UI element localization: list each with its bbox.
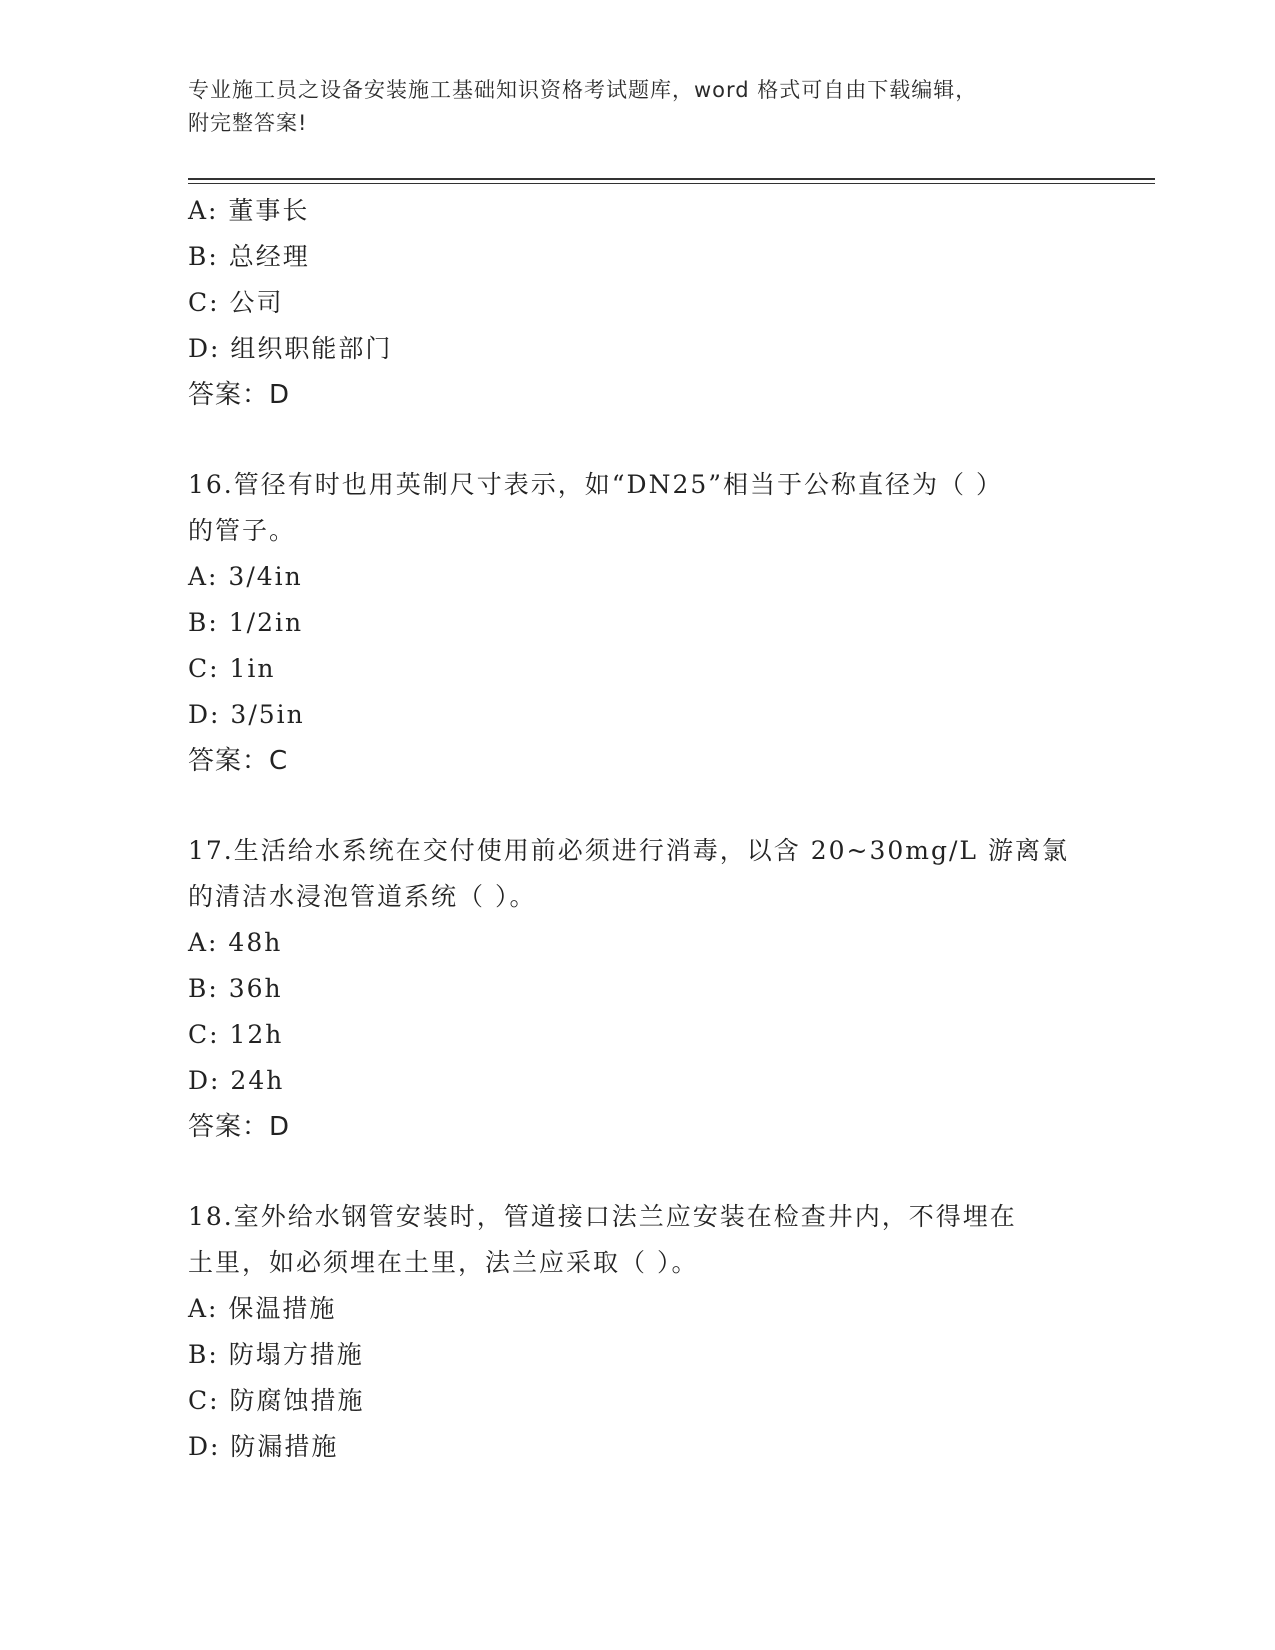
spacer bbox=[188, 418, 1088, 462]
option-c: C: 12h bbox=[188, 1020, 284, 1049]
question-text-line-1: 17.生活给水系统在交付使用前必须进行消毒，以含 20~30mg/L 游离氯 bbox=[188, 836, 1069, 865]
option-d: D: 防漏措施 bbox=[188, 1432, 339, 1461]
question-text-line-2: 的管子。 bbox=[188, 516, 297, 545]
question-list bbox=[188, 188, 1088, 1470]
question-16 bbox=[188, 462, 1088, 784]
header-divider-thin bbox=[188, 183, 1155, 184]
page-header bbox=[188, 74, 1088, 140]
answer-label: 答案：C bbox=[188, 746, 289, 776]
question-15 bbox=[188, 188, 1088, 418]
question-17 bbox=[188, 828, 1088, 1150]
option-b: B: 总经理 bbox=[188, 242, 310, 271]
header-line-1: 专业施工员之设备安装施工基础知识资格考试题库，word 格式可自由下载编辑， bbox=[188, 78, 978, 102]
spacer bbox=[188, 1150, 1088, 1194]
option-a: A: 保温措施 bbox=[188, 1294, 337, 1323]
option-b: B: 防塌方措施 bbox=[188, 1340, 364, 1369]
option-a: A: 董事长 bbox=[188, 196, 310, 225]
answer-label: 答案：D bbox=[188, 1112, 291, 1142]
option-d: D: 3/5in bbox=[188, 700, 305, 729]
header-divider-thick bbox=[188, 178, 1155, 180]
question-18 bbox=[188, 1194, 1088, 1470]
option-d: D: 24h bbox=[188, 1066, 285, 1095]
option-b: B: 1/2in bbox=[188, 608, 304, 637]
option-a: A: 48h bbox=[188, 928, 283, 957]
question-text-line-1: 16.管径有时也用英制尺寸表示，如“DN25”相当于公称直径为（ ） bbox=[188, 470, 1003, 499]
answer-label: 答案：D bbox=[188, 380, 291, 410]
question-text-line-2: 土里，如必须埋在土里，法兰应采取（ ）。 bbox=[188, 1248, 699, 1277]
spacer bbox=[188, 784, 1088, 828]
option-c: C: 防腐蚀措施 bbox=[188, 1386, 365, 1415]
option-c: C: 1in bbox=[188, 654, 276, 683]
option-a: A: 3/4in bbox=[188, 562, 303, 591]
option-d: D: 组织职能部门 bbox=[188, 334, 393, 363]
option-c: C: 公司 bbox=[188, 288, 284, 317]
question-text-line-1: 18.室外给水钢管安装时，管道接口法兰应安装在检查井内，不得埋在 bbox=[188, 1202, 1017, 1231]
header-line-2: 附完整答案! bbox=[188, 111, 308, 135]
question-text-line-2: 的清洁水浸泡管道系统（ ）。 bbox=[188, 882, 537, 911]
option-b: B: 36h bbox=[188, 974, 283, 1003]
